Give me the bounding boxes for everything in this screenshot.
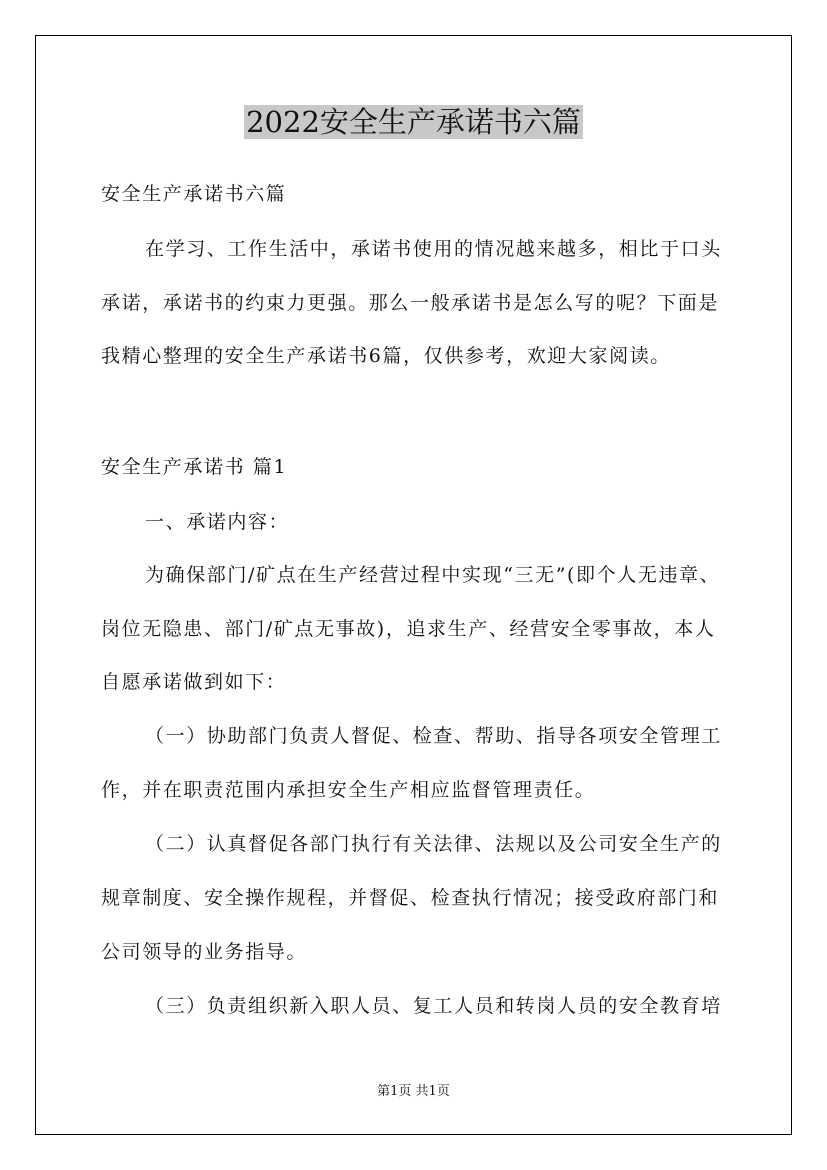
body-line-1: 为确保部门/矿点在生产经营过程中实现“三无”(即个人无违章、	[145, 564, 721, 586]
section-heading: 安全生产承诺书 篇1	[101, 456, 288, 478]
body-line-3: 自愿承诺做到如下：	[101, 671, 287, 693]
intro-line-2: 承诺，承诺书的约束力更强。那么一般承诺书是怎么写的呢？下面是	[101, 292, 720, 314]
intro-line-1: 在学习、工作生活中，承诺书使用的情况越来越多，相比于口头	[145, 238, 722, 260]
body-line-9: （三）负责组织新入职人员、复工人员和转岗人员的安全教育培	[145, 995, 722, 1017]
body-line-6: （二）认真督促各部门执行有关法律、法规以及公司安全生产的	[145, 833, 722, 855]
body-line-4: （一）协助部门负责人督促、检查、帮助、指导各项安全管理工	[145, 725, 722, 747]
body-line-7: 规章制度、安全操作规程，并督促、检查执行情况；接受政府部门和	[101, 887, 720, 909]
item-heading: 一、承诺内容：	[145, 511, 290, 533]
body-line-2: 岗位无隐患、部门/矿点无事故)，追求生产、经营安全零事故，本人	[101, 618, 716, 640]
intro-line-3: 我精心整理的安全生产承诺书6篇，仅供参考，欢迎大家阅读。	[101, 345, 671, 367]
document-title	[0, 102, 827, 142]
document-subtitle: 安全生产承诺书六篇	[101, 183, 287, 205]
page-footer: 第1页 共1页	[377, 1084, 450, 1099]
body-line-8: 公司领导的业务指导。	[101, 941, 308, 963]
document-title-text: 2022安全生产承诺书六篇	[246, 105, 581, 139]
body-line-5: 作，并在职责范围内承担安全生产相应监督管理责任。	[101, 779, 596, 801]
